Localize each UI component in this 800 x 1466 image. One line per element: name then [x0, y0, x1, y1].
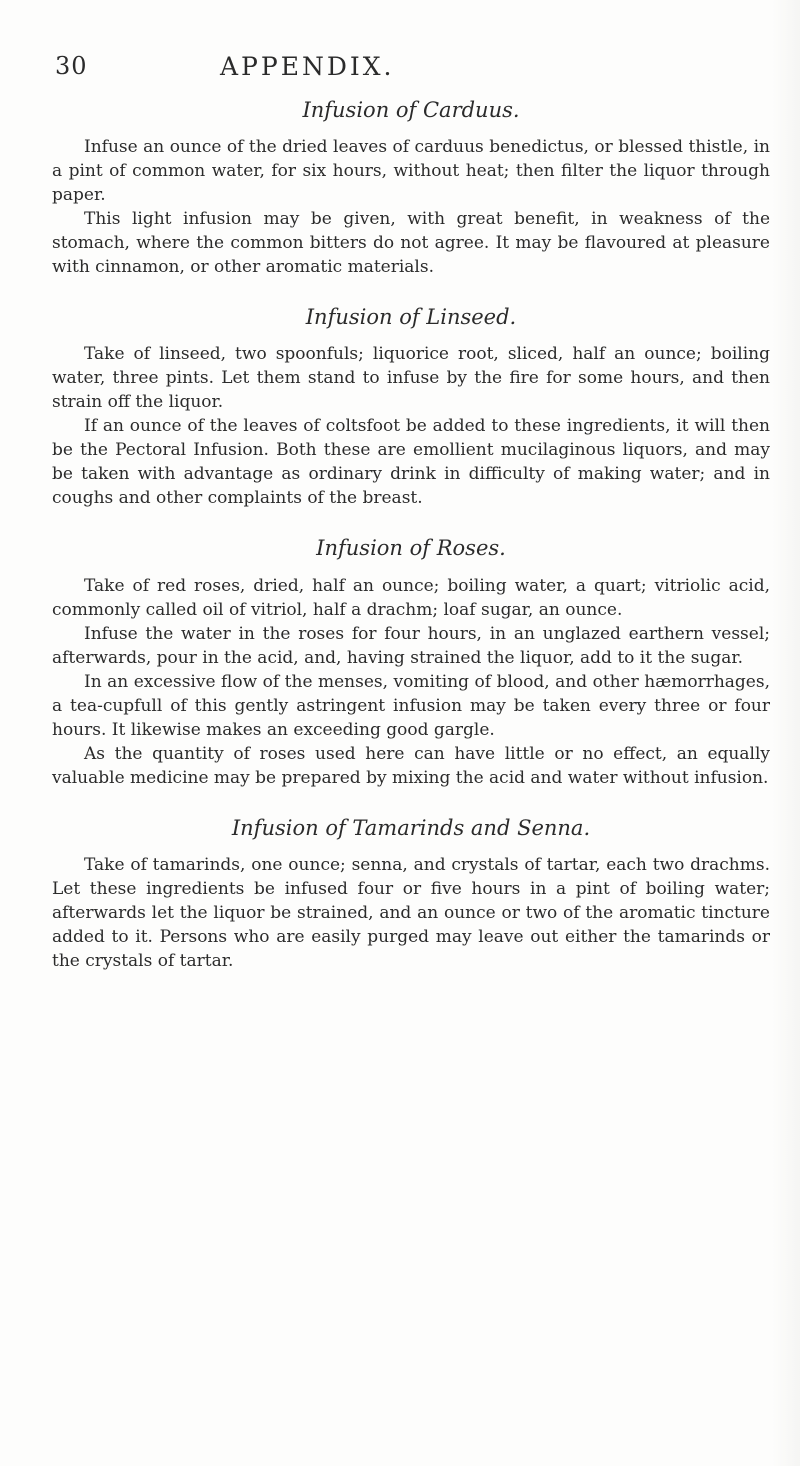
- paragraph: If an ounce of the leaves of coltsfoot be added to these ingredients, it will then be the Pectoral Infusion. Both these are emollient mucilaginous liquors, and may be taken with advantage as ordinary drink in difficulty of making water; and in coughs and other complaints of the breast.: [52, 416, 770, 509]
- section-linseed: [52, 305, 770, 510]
- section-roses: [52, 536, 770, 789]
- page-number: 30: [55, 52, 88, 80]
- paragraph: This light infusion may be given, with great benefit, in weakness of the stomach, where the common bitters do not agree. It may be flavoured at pleasure with cinnamon, or other aromatic materials.: [52, 209, 770, 278]
- running-header: [55, 52, 755, 88]
- paragraph: Infuse the water in the roses for four hours, in an unglazed earthern vessel; afterwards, pour in the acid, and, having strained the liquor, add to it the sugar.: [52, 623, 770, 668]
- section-heading: Infusion of Linseed.: [305, 305, 517, 330]
- paragraph: Take of tamarinds, one ounce; senna, and crystals of tartar, each two drachms. Let these ingredients be infused four or five hours in a pint of boiling water; afterwards let the liquor be strained, and an ounce or two of the aromatic tincture added to it. Persons who are easily purged may leave out either the tamarinds or the crystals of tartar.: [52, 854, 770, 971]
- paragraph: Take of red roses, dried, half an ounce; boiling water, a quart; vitriolic acid, commonly called oil of vitriol, half a drachm; loaf sugar, an ounce.: [52, 575, 770, 620]
- running-title: APPENDIX.: [220, 52, 395, 81]
- page-edge-shadow: [772, 0, 800, 1466]
- paragraph: In an excessive flow of the menses, vomiting of blood, and other hæmorrhages, a tea-cupfull of this gently astringent infusion may be taken every three or four hours. It likewise makes an exceeding good gargle.: [52, 671, 770, 740]
- section-heading: Infusion of Tamarinds and Senna.: [231, 815, 591, 840]
- section-carduus: [52, 98, 770, 279]
- paragraph: As the quantity of roses used here can have little or no effect, an equally valuable medicine may be prepared by mixing the acid and water without infusion.: [52, 743, 770, 788]
- paragraph: Take of linseed, two spoonfuls; liquorice root, sliced, half an ounce; boiling water, three pints. Let them stand to infuse by the fire for some hours, and then strain off the liquor.: [52, 344, 770, 413]
- paragraph: Infuse an ounce of the dried leaves of carduus benedictus, or blessed thistle, in a pint of common water, for six hours, without heat; then filter the liquor through paper.: [52, 137, 770, 206]
- section-heading: Infusion of Carduus.: [302, 98, 520, 122]
- section-tamarinds: [52, 816, 770, 973]
- page-body: [52, 98, 770, 973]
- section-heading: Infusion of Roses.: [316, 536, 506, 561]
